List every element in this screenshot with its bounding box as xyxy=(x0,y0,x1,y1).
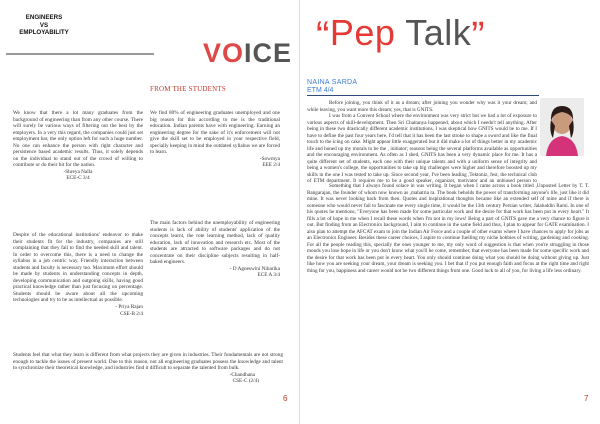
article-shreya: We know that there a lot many graduates from the background of engineering than from any other course. There will surely be various ways of filtering out the best by the employers. In a very this regard, the companies could just set employment bar, the only option left for such a huge number. No one can enhance the person with right character and persistence based academic results. Thus, it solely depends on the individual to stand out of the crowd of willing to contribute or do their bit for the nation. xyxy=(13,110,143,169)
voice-header xyxy=(6,38,296,72)
page-number-right: 7 xyxy=(584,394,589,403)
left-column-2-lower xyxy=(150,220,280,279)
badge-line-2: VS xyxy=(39,21,49,29)
badge-line-3: EMPLOYABILITY xyxy=(19,29,69,36)
signature-sowmya-name: -Sowmya xyxy=(259,155,280,162)
voice-title-suffix: ICE xyxy=(243,38,292,68)
signature-chandhana-dept: CSE-C (2/4) xyxy=(232,378,259,385)
pep-talk-narrow xyxy=(307,113,537,183)
voice-title-prefix: VO xyxy=(202,38,244,68)
author-class: ETM 4/4 xyxy=(307,87,334,94)
article-priya: Despite of the educational institutions' endeavor to make their students fit for the industry, companies are still complaining that they fail to find the needed skill and talent. In order to overcome this, there is a need to change the syllabus in a job centric way. Friendly interaction between students and faculty is necessary too. Maximum effort should be made by students in understanding concepts in depth, developing communication and outgoing skills, having good practical knowledge rather than just focusing on percentage. Students should be aware about all the upcoming technologies and try to be as intellectual as possible. xyxy=(13,232,143,304)
signature-agneswini-name: - D Agneswini Niharika xyxy=(229,265,280,272)
author-photo-icon xyxy=(540,98,584,156)
right-page xyxy=(300,0,600,424)
signature-shreya-name: -Shreya Nalla xyxy=(63,168,93,175)
pep-talk-para-1: Before joining, you think of it as a dream; after joining you wonder why was it your dream; and while leaving, you want more this dream; yes, that is GNITS. xyxy=(307,100,537,113)
left-column-1 xyxy=(13,110,143,182)
signature-sowmya-dept: EEE 2/4 xyxy=(262,162,280,169)
author-photo xyxy=(540,98,584,156)
article-sowmya: We find 80% of engineering graduates unemployed and one big reason for this according to me is the traditional education. Indian parents have with engineering. Earning an engineering degree for the sake of it's enforcement will not give the skill set to be employed in your respective field, specially keeping in mind the outdated syllabus we are forced to learn. xyxy=(150,110,280,156)
signature-priya-name: - Priya Rajan xyxy=(115,304,143,311)
article-chandhana: Students feel that what they learn is different from what projects they are given in industries. Their fundamentals are not strong enough to tackle the issues of present world. Due to this reason, not all engineering graduates possess the knowledge and talent to synchronize their theoretical knowledge, and industries find it difficult to separate the talented from bulk. xyxy=(13,352,283,372)
left-bottom-article xyxy=(13,352,283,385)
left-column-2 xyxy=(150,110,280,169)
title-word-talk: Talk xyxy=(405,12,472,53)
article-agneswini: The main factors behind the unemployability of engineering students is lack of ability of students' application of the concepts learnt, the rote learning method, lack of quality education, lack of innovation and research etc. Most of the students are attracted to software packages and do not concentrate on their discipline subjects resulting in half-baked engineers. xyxy=(150,220,280,266)
pep-talk-para-3: Something that I always found solace in was writing. It began when I came across a book titled ,Unposted Letter by T. T. Rangarajan, the founder of whom now known as ,mahatria ra. The book beholds the power of transforming anyone's life, just like it did mine. It was never looking back from then. Quotes and inspirational thoughts became like an extended self of mine and if there is someone who would never fail to fascinate me every single time, it would be the 13th century Persian writer, Jalaluddin Rumi. In one of his quotes he mentions, "Everyone has been made for some particular work and the desire for that work has been put in every heart." It fills a lot of hope in me when I recall these words when I'm not in my lows! Being a part of GNITS gave me a very chance to figure it out. But finding from an Electronics background, I aim to continue in the same field and thus, I plan to appear for GATE examination. I also plan to attempt the AFCAT exam to join the Indian Air Force and a couple of other exams where I have chances to apply for jobs as an Electronics Engineer. Besides these career choices, I aspire to continue fuelling my niche hobbies of writing, gardening and cooking. For all the people reading this, specially the ones younger to me, my only word of suggestion is that when you're struggling in those moods you lose hope in life or you don't know what you'll be come, remember, that everyone has been made for some specific work and the desire for that work has been put in every heart. You only should continue doing what you should be doing without giving up. Just like how you are seeking your dream, your dream is seeking you. I bet that if you put enough faith and focus at the right time and right thing for you, happiness and career would not be two different things from one. Good luck to all of you, for living a life less ordinary. xyxy=(307,183,589,274)
author-divider xyxy=(307,95,539,96)
badge-line-1: ENGINEERS xyxy=(25,14,63,21)
title-open-quote: “ xyxy=(316,14,330,58)
left-column-1-lower xyxy=(13,232,143,317)
signature-priya-dept: CSE-B 2/4 xyxy=(120,310,143,317)
page-number-left: 6 xyxy=(283,394,288,403)
engineers-vs-employability-badge xyxy=(8,14,80,37)
title-word-pep: Pep xyxy=(329,12,396,53)
pep-talk-wide xyxy=(307,183,589,415)
voice-title xyxy=(203,38,292,68)
title-close-quote: ” xyxy=(471,14,486,58)
voice-header-rule xyxy=(6,53,154,55)
signature-chandhana-name: -Chandhana xyxy=(229,371,255,378)
signature-shreya-dept: ECE-C 3/4 xyxy=(66,175,90,182)
signature-agneswini-dept: ECE A 3/4 xyxy=(257,272,280,279)
pep-talk-intro xyxy=(307,100,537,113)
author-name: NAINA SARDA xyxy=(307,79,358,86)
section-title: FROM THE STUDENTS xyxy=(149,85,226,93)
pep-talk-title xyxy=(316,12,586,58)
pep-talk-para-2: I was from a Convent School where the environment was very strict but we had a lot of exposure to various aspects of skill-development. Then Sri Chaitanya happened, about which I needn't tell anything. After being in these two drastically different academic institutions, I was skeptical how GNITS would be to me. If I have to define the past four years here, I'd tell that it has been the last stroke to shape a sword and like the final touch to the icing on cake. Might appear little exaggerated but it did make a lot of things better in my academic life and honed up my morals to be the , initiator; reasons being the several platforms available as opportunities and the encouraging environment. As often as I shed, GNITS has been a very dynamic place for me. It has a quite different set of students, each one with their unique talents and with a uniform sense of integrity and being a women's college, the opportunities to take up big challenges were higher and therefore boosted up my skills in the one I was tested to take up. Since second year, I've been leading ,Tektoniz, fest, the technical club of ETM department. It requires me to be a good speaker, organizer, motivator and an unbiased person to xyxy=(307,113,537,183)
